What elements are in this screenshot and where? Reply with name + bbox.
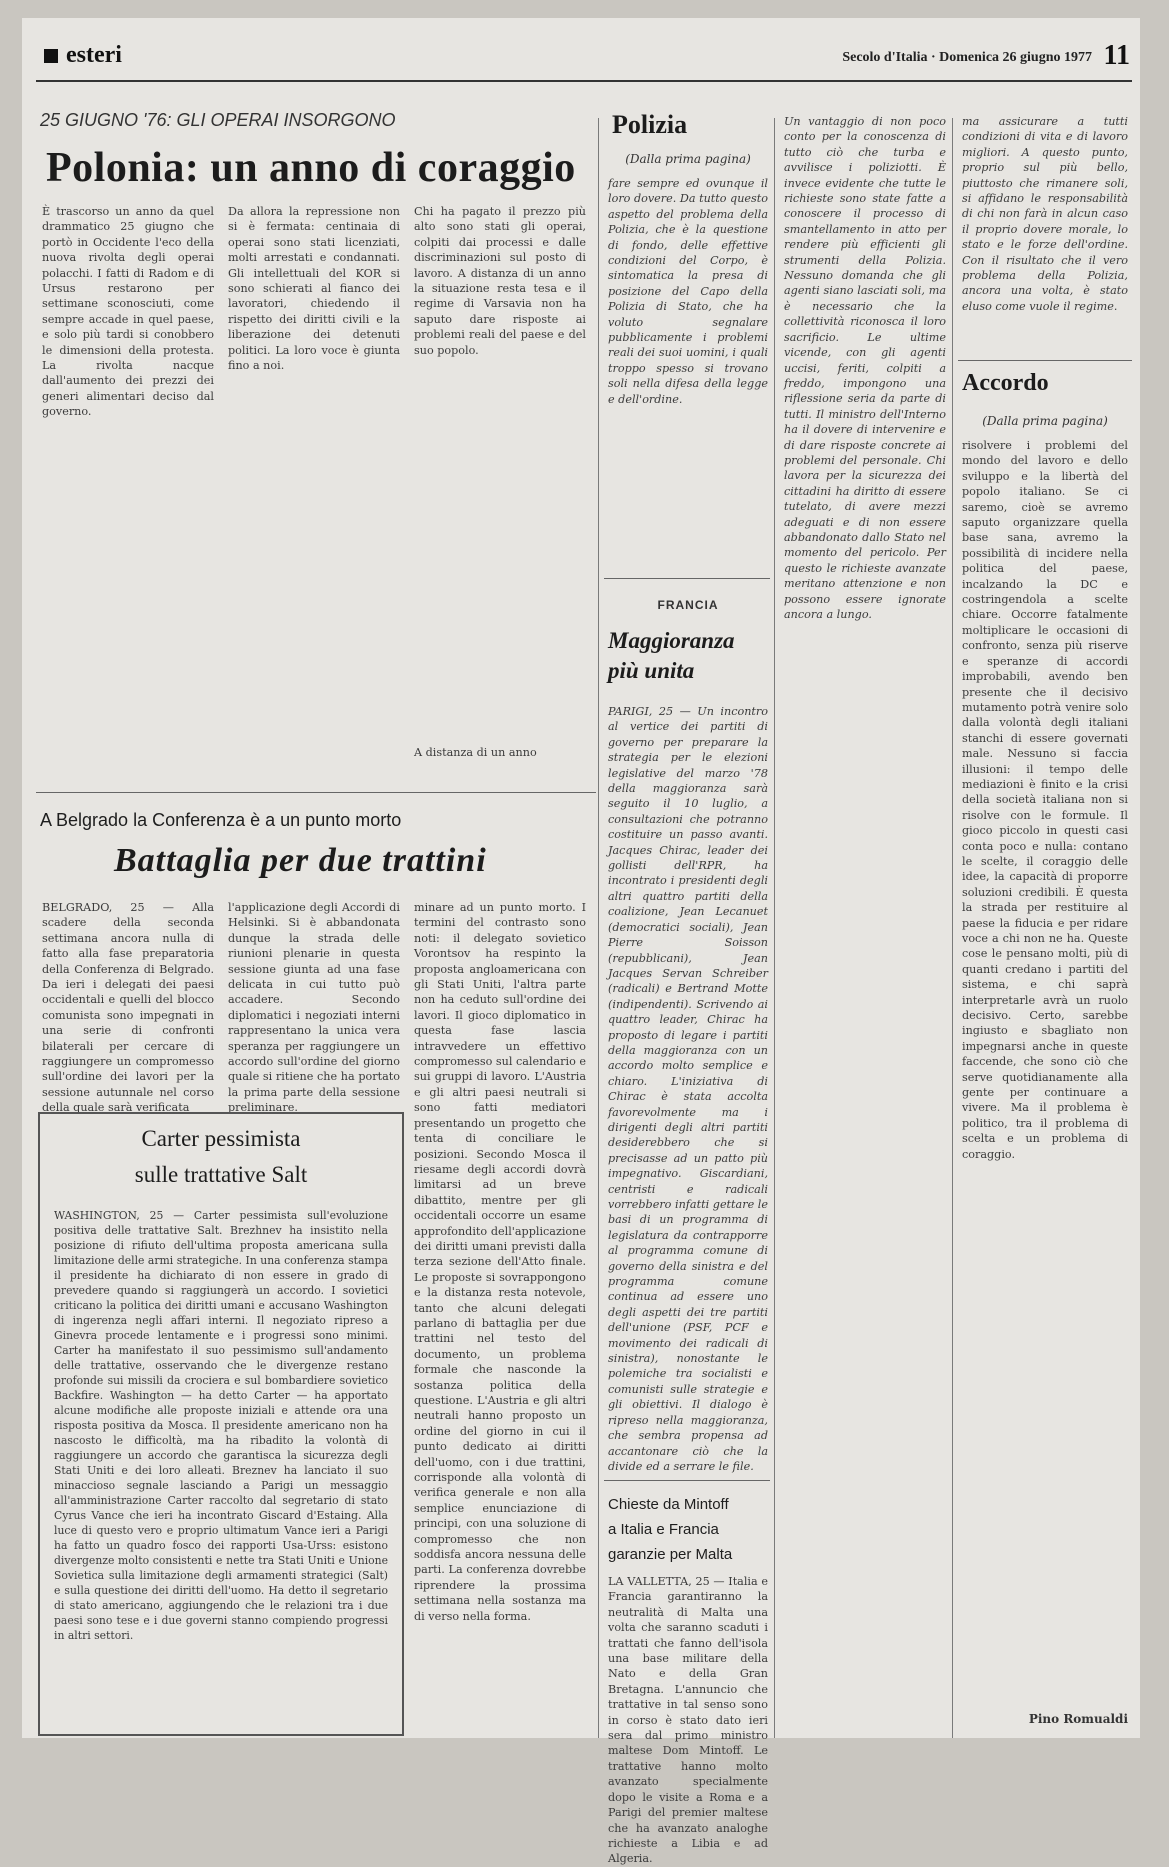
francia-text: PARIGI, 25 — Un incontro al vertice dei partiti di governo per preparare la strategia per le elezioni legislative del marzo '78 della maggioranza sarà seguito il 10 luglio, a consultazioni che potranno costituire un passo avanti. Jacques Chirac, leader dei gollisti dell'RPR, ha incontrato i presidenti degli altri quattro partiti della coalizione, Jean Lecanuet (democratici sociali), Jean Pierre Soisson (repubblicani), Jean Jacques Servan Schreiber (radicali) e Bertrand Motte (indipendenti). Scrivendo ai quattro leader, Chirac ha proposto di legare i partiti della maggioranza con un accordo molto semplice e chiaro. L'iniziativa di Chirac è stata accolta favorevolmente ma i dirigenti degli altri partiti desiderebbero che si precisasse ad un patto più impegnativo. Giscardiani, centristi e radicali vorrebbero infatti gettare le basi di un programma di legislatura da contrapporre al programma comune di governo della sinistra e del programma comune continua ad essere uno degli aspetti dei tre partiti dell'unione (PSF, PCF e movimento dei radicali di sinistra), nonostante le polemiche tra socialisti e comunisti sulle strategie e gli obiettivi. Il dialogo è ripreso nella maggioranza, che sembra propensa ad accantonare ciò che la divide ed a serrare le file. <box>608 705 768 1473</box>
mintoff-rule <box>604 1480 770 1481</box>
section-label <box>44 42 122 69</box>
belgrado-column-1: BELGRADO, 25 — Alla scadere della seconda settimana ancora nulla di fatto alla fase preparatoria della Conferenza di Belgrado. Da ieri i delegati dei paesi occidentali e quelli del blocco comunista sono impegnati in una serie di confronti bilaterali per cercare di raggiungere un compromesso sull'ordine dei lavori per la sessione autunnale nel corso della quale sarà verificata <box>42 901 214 1115</box>
mintoff-headline <box>608 1492 768 1567</box>
column-rule <box>774 118 775 1738</box>
poland-column-3: Chi ha pagato il prezzo più alto sono stati gli operai, colpiti dai processi e dalle discriminazioni sul posto di lavoro. A distanza di un anno la situazione resta tesa e il regime di Varsavia non ha saputo dare risposte ai problemi reali del paese e del suo popolo. <box>414 205 586 357</box>
belgrado-kicker: A Belgrado la Conferenza è a un punto morto <box>40 810 402 830</box>
carter-box <box>38 1112 404 1736</box>
story-rule <box>36 792 596 793</box>
section-square-icon <box>44 49 58 63</box>
francia-label: FRANCIA <box>657 598 719 612</box>
accordo-headline: Accordo <box>962 370 1049 396</box>
column-rule <box>952 118 953 1738</box>
header-rule <box>36 80 1132 82</box>
poland-column-1: È trascorso un anno da quel drammatico 25 giugno che portò in Occidente l'eco della nuova rivolta degli operai polacchi. I fatti di Radom e di Ursus restarono per settimane sconosciuti, come sempre accade in quel paese, e solo più tardi si conobbero le dimensioni della protesta. La rivolta nacque dall'aumento dei prezzi dei generi alimentari deciso dal governo. <box>42 205 214 419</box>
polizia-headline: Polizia <box>612 110 688 139</box>
polizia-byline: (Dalla prima pagina) <box>625 152 751 166</box>
poland-kicker: 25 GIUGNO '76: GLI OPERAI INSORGONO <box>40 110 396 130</box>
belgrado-headline: Battaglia per due trattini <box>114 842 487 879</box>
mintoff-headline-line-3: garanzie per Malta <box>608 1546 733 1563</box>
accordo-byline: (Dalla prima pagina) <box>982 414 1108 428</box>
carter-headline-line-1: Carter pessimista <box>141 1126 301 1151</box>
accordo-text: risolvere i problemi del mondo del lavoro e dello sviluppo e la libertà del popolo italiano. Se ci saremo, cioè se avremo saputo organizzare quella base sana, avremo la possibilità di incidere nella politica del paese, incalzando la DC e costringendola a scelte chiare. Occorre fatalmente moltiplicare le occasioni di confronto, senza più riserve e speranze di accordi improbabili, avendo ben presente che il decisivo mutamento potrà venire solo dalla volontà degli italiani stanchi di essere governati male. Nessuno si faccia illusioni: il tempo delle mediazioni è finito e la crisi della società italiana non si risolve con le formule. Il gioco piccolo in questi casi conta poco e nulla: contano le scelte, il coraggio delle idee, la capacità di proporre soluzioni credibili. È questa la strada per restituire al paese la fiducia e per ridare voce a chi non ne ha. Queste cose le pensano molti, più di quanti credano i partiti del sistema, e chi saprà interpretarle avrà un ruolo decisivo. Certo, sarebbe ingiusto e sbagliato non impegnarsi anche in queste faccende, che sono ciò che serve quotidianamente alla gente per continuare a vivere. Ma il problema è politico, tra il problema di scelta e un problema di coraggio. <box>962 439 1128 1161</box>
accordo-author: Pino Romualdi <box>1028 1712 1128 1726</box>
section-name: esteri <box>66 42 122 68</box>
francia-headline: Maggioranza più unita <box>608 628 735 683</box>
column-rule <box>598 118 599 1738</box>
page-number: 11 <box>1103 40 1130 71</box>
carter-text: WASHINGTON, 25 — Carter pessimista sull'evoluzione positiva delle trattative Salt. Brezhnev ha insistito nella posizione di rifiuto dell'ultima proposta americana sulla limitazione delle armi strategiche. In una conferenza stampa il presidente ha dichiarato di non essere in grado di prevedere quando si raggiungerà un accordo. I sovietici criticano la politica dei diritti umani e accusano Washington di ingerenza negli affari interni. Il negoziato ripreso a Ginevra procede lentamente e i progressi sono minimi. Carter ha manifestato il suo pessimismo sull'andamento delle trattative, osservando che le divergenze restano profonde sui missili da crociera e sul bombardiere sovietico Backfire. Washington — ha detto Carter — ha apportato alcune modifiche alle proposte iniziali e attende ora una risposta positiva da Mosca. Il presidente americano non ha nascosto le difficoltà, ma ha ribadito la volontà di raggiungere un accordo che garantisca la sicurezza degli Stati Uniti e dei loro alleati. Breznev ha lanciato il suo minaccioso segnale lasciando a Parigi un messaggio all'amministrazione Carter raccolto dal segretario di stato Cyrus Vance che ieri ha incontrato Giscard d'Estaing. Alla luce di questo vero e proprio ultimatum Vance ieri a Parigi ha fatto un quadro fosco dei rapporti Usa-Urss: esistono divergenze molto consistenti e nette tra Stati Uniti e Unione Sovietica sulla limitazione degli armamenti strategici (Salt) e sulla questione dei diritti dell'uomo. Ha detto il segretario di stato americano, aggiungendo che le relazioni tra i due paesi sono tese e i due governi stanno compiendo progressi in altri settori. <box>54 1209 388 1642</box>
poland-headline: Polonia: un anno di coraggio <box>46 145 576 191</box>
francia-rule <box>604 578 770 579</box>
belgrado-column-2: l'applicazione degli Accordi di Helsinki. Si è abbandonata dunque la strada delle riunioni plenarie in questa sessione giunta ad una fase delicata in cui tutto può accadere. Secondo diplomatici i negoziati interni rappresentano la unica vera speranza per raggiungere un accordo sull'ordine del giorno quale si ritiene che ha portato la prima parte della sessione preliminare. <box>228 901 400 1115</box>
belgrado-column-3: minare ad un punto morto. I termini del contrasto sono noti: il delegato sovietico Vorontsov ha respinto la proposta angloamericana con gli Stati Uniti, l'altra parte non ha ceduto sull'ordine dei lavori. Il gioco diplomatico in questa fase lascia intravvedere un effettivo compromesso sul calendario e sui gruppi di lavoro. L'Austria e gli altri paesi neutrali si sono fatti mediatori presentando un progetto che tenta di conciliare le posizioni. Secondo Mosca il riesame degli accordi dovrà limitarsi ad un breve dibattito, mentre per gli occidentali occorre un esame approfondito dell'applicazione dei diritti umani previsti dalla terza sezione dell'Atto finale. Le proposte si sovrappongono e la distanza resta notevole, tanto che alcuni delegati parlano di battaglia per due trattini nel testo del documento, un problema formale che nasconde la sostanza politica della questione. L'Austria e gli altri neutrali hanno proposto un ordine del giorno in cui il punto dedicato ai diritti dell'uomo, con i due trattini, corrisponde alla volontà di verifica generale e non alla semplice enunciazione di principi, con una soluzione di compromesso che non soddisfa ancora nessuna delle parti. La conferenza dovrebbe riprendere la prossima settimana nella sostanza ma di verso nella forma. <box>414 901 586 1623</box>
poland-column-2: Da allora la repressione non si è fermata: centinaia di operai sono stati licenziati, molti arrestati e condannati. Gli intellettuali del KOR si sono schierati al fianco dei lavoratori, chiedendo il rispetto dei diritti civili e la liberazione dei detenuti politici. La loro voce è giunta fino a noi. <box>228 205 400 373</box>
mintoff-headline-line-1: Chieste da Mintoff <box>608 1496 729 1513</box>
polizia-continued-text: Un vantaggio di non poco conto per la conoscenza di tutto ciò che turba e avvilisce i poliziotti. È invece evidente che tutte le richieste sono state fatte a conoscere il processo di smantellamento in atto per rendere più efficienti gli strumenti della Polizia. Nessuno domanda che gli agenti siano lasciati soli, ma è necessario che la collettività riconosca il loro sacrificio. Le ultime vicende, con gli agenti uccisi, feriti, colpiti a freddo, impongono una riflessione seria da parte di tutti. Il ministro dell'Interno ha il dovere di intervenire e di dare risposte concrete ai problemi del personale. Chi lavora per la sicurezza dei cittadini ha diritto di essere tutelato, di avere mezzi adeguati e di non essere abbandonato dallo Stato nel momento del pericolo. Per questo le richieste avanzate meritano attenzione e non possono essere ignorate ancora a lungo. <box>784 115 946 621</box>
mintoff-headline-line-2: a Italia e Francia <box>608 1521 719 1538</box>
mintoff-text: LA VALLETTA, 25 — Italia e Francia garantiranno la neutralità di Malta una volta che saranno scaduti i trattati che fanno dell'isola una base militare della Nato e della Gran Bretagna. L'annuncio che trattative in tal senso sono in corso è stato dato ieri sera dal primo ministro maltese Dom Mintoff. Le trattative hanno molto avanzato specialmente dopo le visite a Roma e a Parigi del premier maltese che ha avanzato analoghe richieste a Libia e ad Algeria. <box>608 1575 768 1866</box>
paper-dateline: Secolo d'Italia · Domenica 26 giugno 1977 <box>842 50 1092 65</box>
accordo-lead-text: ma assicurare a tutti condizioni di vita e di lavoro migliori. A questo punto, proprio sul più bello, piuttosto che rimanere soli, si affidano le responsabilità di chi non farà in alcun caso il proprio dovere morale, lo stato e le forze dell'ordine. Con il risultato che il vero problema della Polizia, ancora una volta, è stato eluso come vuole il regime. <box>962 115 1128 313</box>
carter-headline-line-2: sulle trattative Salt <box>134 1162 308 1187</box>
polizia-text: fare sempre ed ovunque il loro dovere. Da tutto questo aspetto del problema della Polizia, che è la questione di fondo, delle effettive condizioni del Corpo, è sintomatica la presa di posizione del Capo della Polizia di Stato, che ha voluto segnalare pubblicamente i problemi reali dei suoi uomini, i quali troppo spesso si trovano soli nella difesa della legge e dell'ordine. <box>608 177 769 406</box>
newspaper-page <box>22 18 1140 1866</box>
poland-signoff: A distanza di un anno <box>414 746 537 759</box>
accordo-rule <box>958 360 1132 361</box>
